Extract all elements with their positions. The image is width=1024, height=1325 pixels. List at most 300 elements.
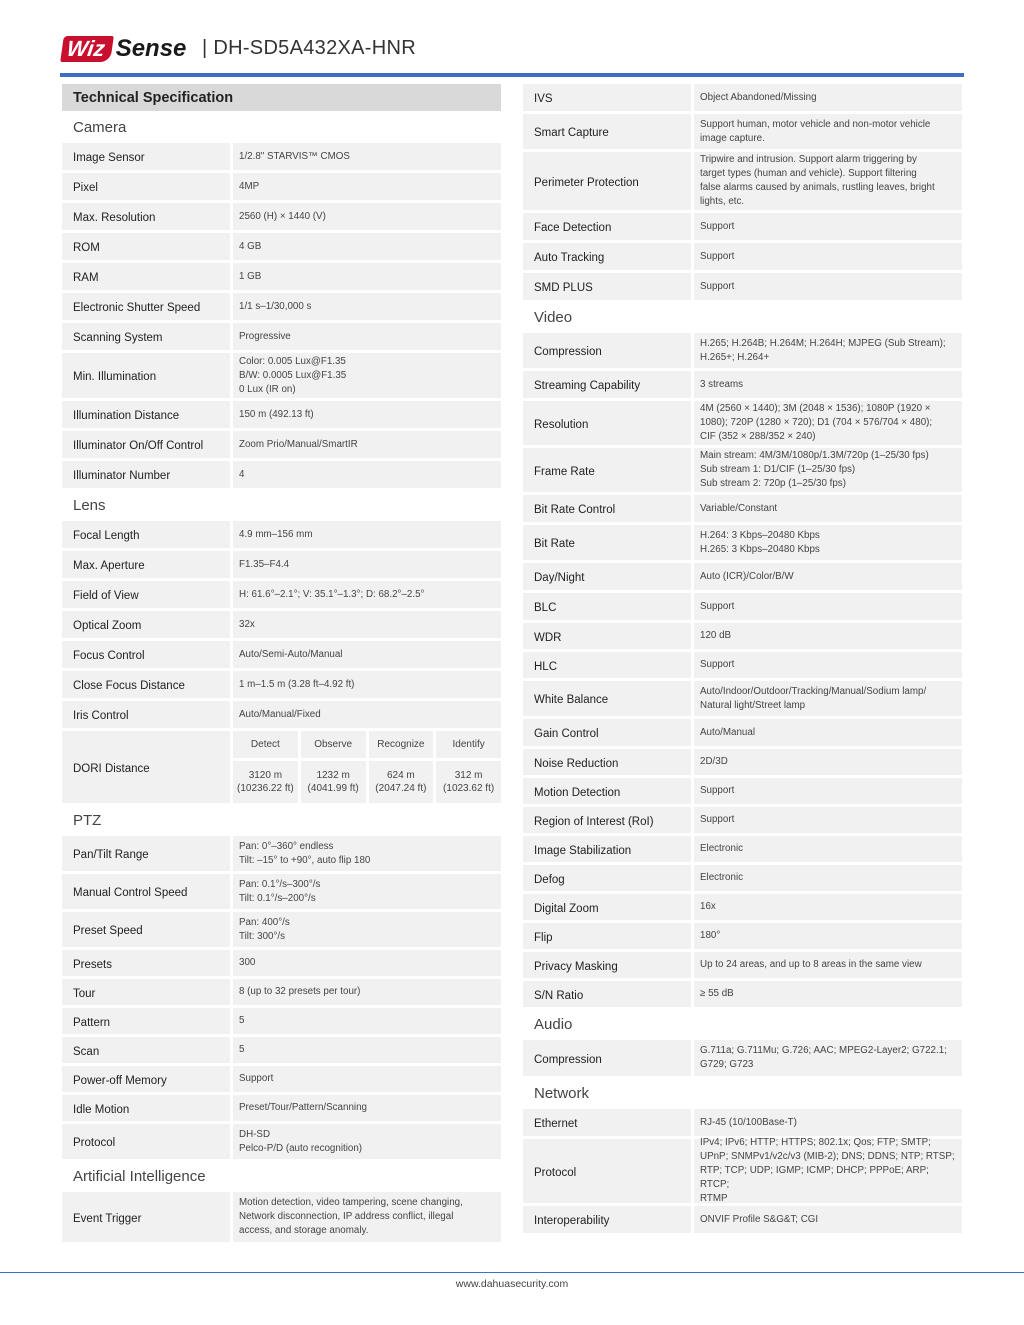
spec-value-line: Color: 0.005 Lux@F1.35 <box>239 355 346 367</box>
spec-row <box>62 1037 501 1063</box>
spec-value-line: 1 m–1.5 m (3.28 ft–4.92 ft) <box>239 678 355 690</box>
spec-row <box>523 152 962 210</box>
spec-row <box>62 641 501 668</box>
spec-value <box>694 563 962 590</box>
spec-label: Focal Length <box>62 521 230 548</box>
spec-label: Protocol <box>523 1139 691 1203</box>
spec-row <box>523 778 962 804</box>
spec-label: Max. Resolution <box>62 203 230 230</box>
spec-value <box>233 263 501 290</box>
spec-value <box>694 894 962 920</box>
spec-row <box>62 551 501 578</box>
spec-label: Region of Interest (RoI) <box>523 807 691 833</box>
spec-label: Compression <box>523 1040 691 1076</box>
section-title-ptz: PTZ <box>73 812 102 829</box>
spec-value <box>694 749 962 775</box>
spec-value-line: Pan: 0°–360° endless <box>239 840 334 852</box>
spec-label: S/N Ratio <box>523 981 691 1007</box>
video-rows <box>523 333 962 1007</box>
spec-value <box>694 333 962 368</box>
spec-row <box>523 213 962 240</box>
spec-value-line: Up to 24 areas, and up to 8 areas in the same view <box>700 959 922 970</box>
spec-row <box>62 461 501 488</box>
spec-label: Face Detection <box>523 213 691 240</box>
dori-head-identify: Identify <box>436 731 501 758</box>
spec-value <box>694 981 962 1007</box>
spec-row <box>62 581 501 608</box>
spec-value <box>233 581 501 608</box>
spec-value <box>694 525 962 560</box>
spec-label: Interoperability <box>523 1206 691 1233</box>
spec-label: Gain Control <box>523 719 691 746</box>
spec-value-line: Support <box>700 220 735 232</box>
spec-label: Electronic Shutter Speed <box>62 293 230 320</box>
logo-wiz: Wiz <box>60 36 113 62</box>
spec-value-line: 16x <box>700 901 716 912</box>
spec-value-line: Motion detection, video tampering, scene changing, <box>239 1197 463 1208</box>
spec-value <box>694 836 962 862</box>
spec-label: Streaming Capability <box>523 371 691 398</box>
spec-row <box>523 448 962 492</box>
camera-rows <box>62 143 501 488</box>
spec-label: Ethernet <box>523 1109 691 1136</box>
spec-row <box>523 243 962 270</box>
spec-value <box>233 1037 501 1063</box>
spec-row <box>523 1139 962 1203</box>
spec-row <box>523 525 962 560</box>
spec-value <box>233 143 501 170</box>
spec-value-line: IPv4; IPv6; HTTP; HTTPS; 802.1x; Qos; FTP; SMTP; <box>700 1137 931 1148</box>
spec-value <box>694 1139 962 1203</box>
spec-value <box>694 114 962 149</box>
spec-value <box>233 1008 501 1034</box>
spec-value-line: 5 <box>239 1044 245 1055</box>
spec-label: Resolution <box>523 401 691 445</box>
spec-value-line: false alarms caused by animals, rustling leaves, bright <box>700 182 935 193</box>
spec-value-line: 4 GB <box>239 240 262 252</box>
spec-row <box>523 84 962 111</box>
spec-value <box>233 1066 501 1092</box>
spec-row <box>523 1109 962 1136</box>
spec-label: Noise Reduction <box>523 749 691 775</box>
section-title-video: Video <box>534 309 573 326</box>
dori-head-observe: Observe <box>301 731 366 758</box>
dori-value-observe: 1232 m (4041.99 ft) <box>301 761 366 803</box>
header-rule <box>60 73 964 77</box>
logo-sense: Sense <box>115 35 187 62</box>
spec-row <box>62 836 501 871</box>
dori-value-recognize: 624 m (2047.24 ft) <box>369 761 434 803</box>
spec-value <box>233 173 501 200</box>
spec-label: Digital Zoom <box>523 894 691 920</box>
spec-row <box>62 1008 501 1034</box>
spec-value-line: lights, etc. <box>700 196 745 207</box>
spec-row <box>523 981 962 1007</box>
spec-value-line: 0 Lux (IR on) <box>239 383 296 395</box>
spec-value-line: UPnP; SNMPv1/v2c/v3 (MIB-2); DNS; DDNS; NTP; RTSP; <box>700 1151 955 1162</box>
spec-value-line: 4.9 mm–156 mm <box>239 528 313 540</box>
spec-value <box>694 952 962 978</box>
spec-row <box>62 203 501 230</box>
spec-value <box>694 807 962 833</box>
spec-label: ROM <box>62 233 230 260</box>
spec-value-line: Support <box>700 785 735 796</box>
spec-value-line: 3 streams <box>700 378 744 390</box>
ai-rows <box>62 1192 501 1242</box>
spec-value-line: RTMP <box>700 1193 728 1204</box>
spec-value-line: Auto/Semi-Auto/Manual <box>239 648 343 660</box>
spec-row <box>523 681 962 716</box>
spec-value <box>233 836 501 871</box>
spec-label: Pixel <box>62 173 230 200</box>
spec-row <box>523 1206 962 1233</box>
spec-value-line: Tilt: 0.1°/s–200°/s <box>239 892 316 904</box>
spec-value-line: 1 GB <box>239 270 262 282</box>
spec-row <box>523 894 962 920</box>
spec-value-line: Sub stream 2: 720p (1–25/30 fps) <box>700 478 846 489</box>
wizsense-logo <box>62 34 186 64</box>
spec-value-line: Main stream: 4M/3M/1080p/1.3M/720p (1–25/30 fps) <box>700 450 929 461</box>
spec-label: RAM <box>62 263 230 290</box>
spec-value <box>694 778 962 804</box>
spec-value-line: 300 <box>239 957 256 968</box>
spec-label: Pattern <box>62 1008 230 1034</box>
spec-row <box>62 1124 501 1159</box>
spec-value <box>694 213 962 240</box>
spec-value-line: Support human, motor vehicle and non-motor vehicle <box>700 118 931 130</box>
spec-value-line: Auto/Indoor/Outdoor/Tracking/Manual/Sodium lamp/ <box>700 685 927 697</box>
spec-row <box>523 563 962 590</box>
spec-value-line: Support <box>700 814 735 825</box>
spec-row <box>523 807 962 833</box>
spec-value <box>694 1040 962 1076</box>
spec-value-line: Tilt: 300°/s <box>239 930 286 942</box>
spec-value-line: H.265+; H.264+ <box>700 351 770 363</box>
left-column <box>62 84 501 1245</box>
spec-value <box>233 912 501 947</box>
spec-label: Focus Control <box>62 641 230 668</box>
spec-value-line: Variable/Constant <box>700 502 778 514</box>
spec-value-line: Tripwire and intrusion. Support alarm triggering by <box>700 154 917 165</box>
spec-value-line: Pelco-P/D (auto recognition) <box>239 1142 363 1154</box>
spec-value-line: Progressive <box>239 330 291 342</box>
spec-value-line: 150 m (492.13 ft) <box>239 408 314 420</box>
spec-row <box>62 912 501 947</box>
lens-rows <box>62 521 501 728</box>
spec-value-line: Support <box>700 280 735 292</box>
spec-value-line: Support <box>700 250 735 262</box>
model-number: | DH-SD5A432XA-HNR <box>202 37 416 59</box>
spec-value <box>694 1109 962 1136</box>
spec-label: Smart Capture <box>523 114 691 149</box>
spec-row <box>62 1192 501 1242</box>
spec-label: Illumination Distance <box>62 401 230 428</box>
spec-value-line: Network disconnection, IP address conflict, illegal <box>239 1211 454 1222</box>
spec-row <box>523 273 962 300</box>
spec-row <box>523 593 962 620</box>
spec-value <box>694 719 962 746</box>
spec-value-line: RJ-45 (10/100Base-T) <box>700 1116 797 1128</box>
dori-table <box>233 731 501 803</box>
spec-label: Scan <box>62 1037 230 1063</box>
dori-value-identify: 312 m (1023.62 ft) <box>436 761 501 803</box>
spec-value <box>694 923 962 949</box>
spec-value <box>233 203 501 230</box>
spec-value-line: 180° <box>700 930 721 941</box>
spec-value-line: 2D/3D <box>700 756 728 767</box>
page-header <box>60 30 964 70</box>
spec-value <box>694 495 962 522</box>
dori-row <box>62 731 501 803</box>
spec-row <box>523 1040 962 1076</box>
spec-value <box>233 1192 501 1242</box>
spec-label: Manual Control Speed <box>62 874 230 909</box>
spec-row <box>62 233 501 260</box>
spec-value <box>233 401 501 428</box>
spec-value <box>694 84 962 111</box>
spec-label: Privacy Masking <box>523 952 691 978</box>
spec-row <box>523 333 962 368</box>
spec-value <box>694 593 962 620</box>
spec-value-line: Auto/Manual/Fixed <box>239 708 321 720</box>
spec-value-line: RTP; TCP; UDP; IGMP; ICMP; DHCP; PPPoE; ARP; RTCP; <box>700 1165 929 1190</box>
spec-value-line: Natural light/Street lamp <box>700 699 806 711</box>
spec-value-line: Pan: 400°/s <box>239 916 290 928</box>
spec-label: Bit Rate Control <box>523 495 691 522</box>
spec-value-line: H.265: 3 Kbps–20480 Kbps <box>700 543 820 555</box>
spec-row <box>62 611 501 638</box>
spec-value-line: G729; G723 <box>700 1059 754 1070</box>
ai-cont-rows <box>523 84 962 300</box>
spec-value <box>233 461 501 488</box>
spec-value-line: Pan: 0.1°/s–300°/s <box>239 878 321 890</box>
spec-label: Compression <box>523 333 691 368</box>
spec-value <box>233 551 501 578</box>
spec-row <box>523 652 962 678</box>
spec-row <box>62 1095 501 1121</box>
spec-row <box>523 495 962 522</box>
spec-value <box>233 353 501 398</box>
spec-value-line: Electronic <box>700 872 744 883</box>
spec-label: HLC <box>523 652 691 678</box>
spec-value-line: 1/1 s–1/30,000 s <box>239 300 312 312</box>
spec-row <box>62 950 501 976</box>
spec-row <box>62 671 501 698</box>
spec-value-line: ≥ 55 dB <box>700 988 734 999</box>
spec-label: Optical Zoom <box>62 611 230 638</box>
spec-row <box>523 401 962 445</box>
spec-value-line: H: 61.6°–2.1°; V: 35.1°–1.3°; D: 68.2°–2.5° <box>239 588 425 600</box>
spec-value-line: Sub stream 1: D1/CIF (1–25/30 fps) <box>700 464 856 475</box>
spec-label: Event Trigger <box>62 1192 230 1242</box>
spec-row <box>523 749 962 775</box>
spec-value-line: 4MP <box>239 180 260 192</box>
spec-value <box>694 273 962 300</box>
spec-value <box>233 979 501 1005</box>
section-title-lens: Lens <box>73 497 106 514</box>
spec-row <box>62 143 501 170</box>
spec-value <box>233 233 501 260</box>
spec-value <box>694 865 962 891</box>
spec-value <box>694 448 962 492</box>
network-rows <box>523 1109 962 1233</box>
spec-value-line: F1.35–F4.4 <box>239 558 290 570</box>
spec-value-line: 1/2.8" STARVIS™ CMOS <box>239 150 350 162</box>
spec-value <box>233 323 501 350</box>
spec-row <box>62 401 501 428</box>
spec-row <box>62 173 501 200</box>
spec-value <box>233 701 501 728</box>
spec-label: Field of View <box>62 581 230 608</box>
spec-label: Idle Motion <box>62 1095 230 1121</box>
spec-row <box>62 293 501 320</box>
spec-value-line: G.711a; G.711Mu; G.726; AAC; MPEG2-Layer2; G722.1; <box>700 1045 947 1056</box>
spec-value-line: image capture. <box>700 132 765 144</box>
spec-value-line: Support <box>700 600 735 612</box>
spec-row <box>523 719 962 746</box>
spec-row <box>523 114 962 149</box>
spec-label: Presets <box>62 950 230 976</box>
spec-value-line: 4 <box>239 468 245 480</box>
spec-value <box>694 623 962 649</box>
spec-label: Bit Rate <box>523 525 691 560</box>
spec-label: Iris Control <box>62 701 230 728</box>
spec-row <box>62 701 501 728</box>
spec-row <box>523 923 962 949</box>
spec-row <box>62 1066 501 1092</box>
spec-value-line: 32x <box>239 618 255 630</box>
spec-value-line: CIF (352 × 288/352 × 240) <box>700 431 816 442</box>
spec-value-line: Support <box>700 659 735 670</box>
spec-label: Min. Illumination <box>62 353 230 398</box>
spec-label: Frame Rate <box>523 448 691 492</box>
spec-value-line: 120 dB <box>700 630 732 641</box>
right-column <box>523 84 962 1236</box>
spec-label: Auto Tracking <box>523 243 691 270</box>
spec-value <box>694 371 962 398</box>
spec-value <box>694 152 962 210</box>
spec-value <box>233 521 501 548</box>
spec-value <box>694 681 962 716</box>
spec-label: Preset Speed <box>62 912 230 947</box>
spec-value-line: 1080); 720P (1280 × 720); D1 (704 × 576/704 × 480); <box>700 417 933 428</box>
spec-label: Close Focus Distance <box>62 671 230 698</box>
spec-row <box>62 979 501 1005</box>
spec-value <box>233 671 501 698</box>
spec-value-line: Electronic <box>700 843 744 854</box>
audio-rows <box>523 1040 962 1076</box>
spec-value-line: H.264: 3 Kbps–20480 Kbps <box>700 529 820 541</box>
spec-value-line: 4M (2560 × 1440); 3M (2048 × 1536); 1080P (1920 × <box>700 403 931 414</box>
spec-value-line: 8 (up to 32 presets per tour) <box>239 986 361 997</box>
footer-rule <box>0 1272 1024 1273</box>
dori-head-recognize: Recognize <box>369 731 434 758</box>
spec-value <box>694 401 962 445</box>
spec-label: White Balance <box>523 681 691 716</box>
spec-value <box>694 1206 962 1233</box>
spec-label: Defog <box>523 865 691 891</box>
spec-label: Illuminator On/Off Control <box>62 431 230 458</box>
spec-value <box>694 243 962 270</box>
spec-row <box>523 952 962 978</box>
spec-row <box>523 623 962 649</box>
spec-label: BLC <box>523 593 691 620</box>
spec-row <box>62 874 501 909</box>
spec-value-line: access, and storage anomaly. <box>239 1225 369 1236</box>
section-title-audio: Audio <box>534 1016 573 1033</box>
spec-label: Protocol <box>62 1124 230 1159</box>
spec-label: Flip <box>523 923 691 949</box>
spec-value-line: DH-SD <box>239 1128 271 1140</box>
section-title-network: Network <box>534 1085 590 1102</box>
spec-label: Max. Aperture <box>62 551 230 578</box>
spec-value-line: Auto/Manual <box>700 726 756 738</box>
spec-row <box>523 371 962 398</box>
spec-label: Tour <box>62 979 230 1005</box>
spec-row <box>523 836 962 862</box>
spec-row <box>523 865 962 891</box>
spec-value <box>233 611 501 638</box>
dori-value-detect: 3120 m (10236.22 ft) <box>233 761 298 803</box>
spec-value-line: B/W: 0.0005 Lux@F1.35 <box>239 369 347 381</box>
spec-row <box>62 521 501 548</box>
spec-label: Day/Night <box>523 563 691 590</box>
footer-url: www.dahuasecurity.com <box>455 1278 569 1290</box>
spec-value <box>233 1124 501 1159</box>
spec-value <box>233 950 501 976</box>
spec-label: Image Sensor <box>62 143 230 170</box>
spec-row <box>62 323 501 350</box>
section-title-camera: Camera <box>73 119 127 136</box>
spec-value <box>694 652 962 678</box>
spec-label: Power-off Memory <box>62 1066 230 1092</box>
spec-value <box>233 874 501 909</box>
spec-label: Perimeter Protection <box>523 152 691 210</box>
spec-value-line: Preset/Tour/Pattern/Scanning <box>239 1102 367 1113</box>
spec-value-line: 2560 (H) × 1440 (V) <box>239 210 326 222</box>
ptz-rows <box>62 836 501 1159</box>
spec-value-line: Auto (ICR)/Color/B/W <box>700 570 794 582</box>
spec-value-line: Object Abandoned/Missing <box>700 91 817 103</box>
spec-value-line: H.265; H.264B; H.264M; H.264H; MJPEG (Sub Stream); <box>700 337 946 349</box>
spec-label: Illuminator Number <box>62 461 230 488</box>
spec-value-line: Support <box>239 1073 274 1084</box>
section-title-ai: Artificial Intelligence <box>73 1168 206 1185</box>
spec-row <box>62 353 501 398</box>
spec-value-line: 5 <box>239 1015 245 1026</box>
tech-spec-title: Technical Specification <box>62 84 501 111</box>
spec-row <box>62 431 501 458</box>
spec-label: Scanning System <box>62 323 230 350</box>
spec-label: Pan/Tilt Range <box>62 836 230 871</box>
dori-head-detect: Detect <box>233 731 298 758</box>
spec-label: SMD PLUS <box>523 273 691 300</box>
spec-value-line: ONVIF Profile S&G&T; CGI <box>700 1213 819 1225</box>
spec-label: Motion Detection <box>523 778 691 804</box>
spec-value-line: Tilt: –15° to +90°, auto flip 180 <box>239 854 371 866</box>
spec-value-line: Zoom Prio/Manual/SmartIR <box>239 438 358 450</box>
dori-label: DORI Distance <box>62 731 230 803</box>
spec-label: IVS <box>523 84 691 111</box>
spec-label: Image Stabilization <box>523 836 691 862</box>
spec-value <box>233 1095 501 1121</box>
spec-label: WDR <box>523 623 691 649</box>
spec-row <box>62 263 501 290</box>
spec-value <box>233 641 501 668</box>
spec-value <box>233 431 501 458</box>
spec-value <box>233 293 501 320</box>
spec-value-line: target types (human and vehicle). Support filtering <box>700 168 917 179</box>
